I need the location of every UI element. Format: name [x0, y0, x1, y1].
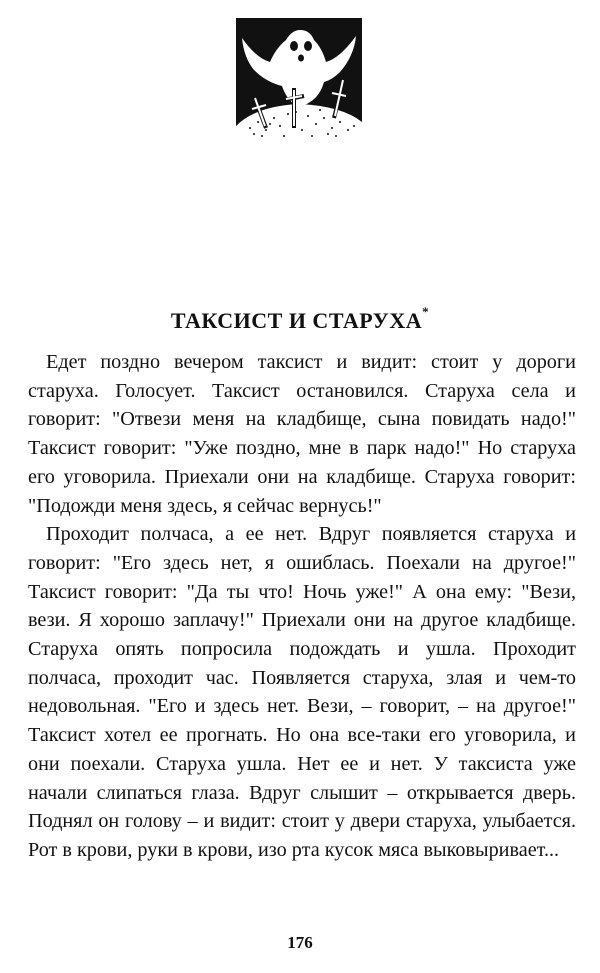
page-number: 176 — [287, 933, 313, 952]
story-body — [28, 348, 576, 865]
ghost-over-graves-icon — [236, 18, 362, 142]
ghost-mouth — [298, 55, 304, 62]
story-paragraph: Едет поздно вечером таксист и видит: стоит у дороги старуха. Голосует. Таксист остановился. Старуха села и говорит: "Отвези меня на кладбище, сына повидать надо!" Таксист говорит: "Уже поздно, мне в парк надо!" Но старуха его уговорила. Приехали они на кладбище. Старуха говорит: "Подожди меня здесь, я сейчас вернусь!" — [28, 351, 576, 517]
story-title-text: ТАКСИСТ И СТАРУХА — [170, 308, 423, 333]
story-title — [0, 304, 600, 334]
ghost-illustration-svg — [236, 18, 362, 142]
footnote-marker: * — [422, 304, 430, 319]
ghost-right-eye — [304, 41, 312, 51]
story-paragraph: Проходит полчаса, а ее нет. Вдруг появляется старуха и говорит: "Его здесь нет, я ошиблась. Поехали на другое!" Таксист говорит: "Да ты что! Ночь уже!" А она ему: "Вези, вези. Я хорошо заплачу!" Приехали они на другое кладбище. Старуха опять попросила подождать и ушла. Проходит полчаса, проходит час. Появляется старуха, злая и чем-то недовольная. "Его и здесь нет. Вези, – говорит, – на другое!" Таксист хотел ее прогнать. Но она все-таки его уговорила, и они поехали. Старуха ушла. Нет ее и нет. У таксиста уже начали слипаться глаза. Вдруг слышит – открывается дверь. Поднял он голову – и видит: стоит у двери старуха, улыбается. Рот в крови, руки в крови, изо рта кусок мяса выковыривает... — [28, 523, 576, 861]
ghost-left-eye — [290, 41, 298, 51]
